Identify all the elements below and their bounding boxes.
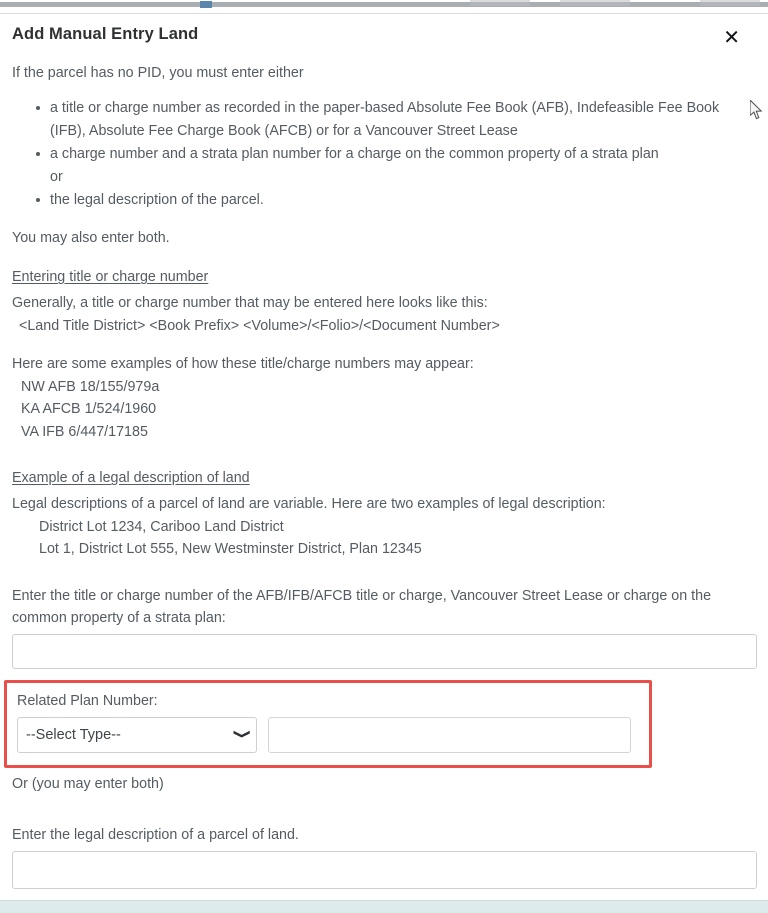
or-enter-both-note: Or (you may enter both) — [12, 776, 164, 793]
plan-type-select-wrapper — [17, 717, 257, 753]
title-charge-number-input[interactable] — [12, 634, 757, 669]
legal-description-input[interactable] — [12, 851, 757, 889]
example-title-charge-3: VA IFB 6/447/17185 — [21, 423, 148, 440]
intro-text: If the parcel has no PID, you must enter either — [12, 65, 304, 81]
add-manual-entry-land-dialog — [0, 13, 768, 900]
examples-intro-text: Here are some examples of how these title/charge numbers may appear: — [12, 356, 474, 373]
dialog-header — [0, 14, 768, 54]
plan-type-select[interactable] — [17, 717, 257, 753]
entering-title-heading: Entering title or charge number — [12, 269, 209, 285]
list-item — [38, 143, 756, 189]
legal-description-heading: Example of a legal description of land — [12, 470, 250, 487]
legal-description-input-label: Enter the legal description of a parcel of land. — [12, 827, 299, 844]
list-item-subline: or — [50, 168, 63, 185]
list-item-text: the legal description of the parcel. — [50, 191, 264, 208]
close-icon[interactable]: ✕ — [723, 25, 740, 49]
related-plan-number-row — [17, 717, 639, 753]
plan-number-input[interactable] — [268, 717, 631, 753]
title-charge-input-label: Enter the title or charge number of the AFB/IFB/AFCB title or charge, Vancouver Street Lease or charge on the common property of a strata plan: — [12, 588, 712, 627]
example-legal-description-1: District Lot 1234, Cariboo Land District — [39, 518, 284, 535]
example-legal-description-2: Lot 1, District Lot 555, New Westminster District, Plan 12345 — [39, 541, 422, 558]
chevron-down-icon: ❯ — [232, 728, 252, 740]
list-item-text: a charge number and a strata plan number for a charge on the common property of a strata plan — [50, 145, 659, 162]
requirements-list — [12, 97, 756, 212]
background-text-ghost-1 — [470, 0, 530, 6]
background-text-ghost-2 — [560, 0, 630, 6]
dialog-body — [0, 62, 768, 889]
background-text-ghost-3 — [700, 0, 760, 6]
list-item — [38, 189, 756, 212]
both-note: You may also enter both. — [12, 229, 170, 246]
background-page-strip — [0, 0, 768, 13]
entering-pattern-text: <Land Title District> <Book Prefix> <Volume>/<Folio>/<Document Number> — [19, 317, 500, 334]
example-title-charge-1: NW AFB 18/155/979a — [21, 378, 160, 395]
related-plan-number-label: Related Plan Number: — [17, 693, 158, 710]
background-toolbar-bar — [0, 2, 768, 7]
background-active-tab-accent — [200, 1, 212, 8]
list-item-text: a title or charge number as recorded in the paper-based Absolute Fee Book (AFB), Indefeasible Fee Book (IFB), Absolute Fee Charge Book (AFCB) or for a Vancouver Street Lease — [50, 99, 720, 139]
page-footer-strip — [0, 900, 768, 913]
list-item — [38, 97, 756, 143]
dialog-title: Add Manual Entry Land — [12, 25, 199, 43]
related-plan-number-highlight — [4, 680, 652, 768]
example-title-charge-2: KA AFCB 1/524/1960 — [21, 401, 157, 418]
legal-description-intro: Legal descriptions of a parcel of land are variable. Here are two examples of legal description: — [12, 496, 606, 513]
entering-generally-text: Generally, a title or charge number that may be entered here looks like this: — [12, 295, 488, 311]
